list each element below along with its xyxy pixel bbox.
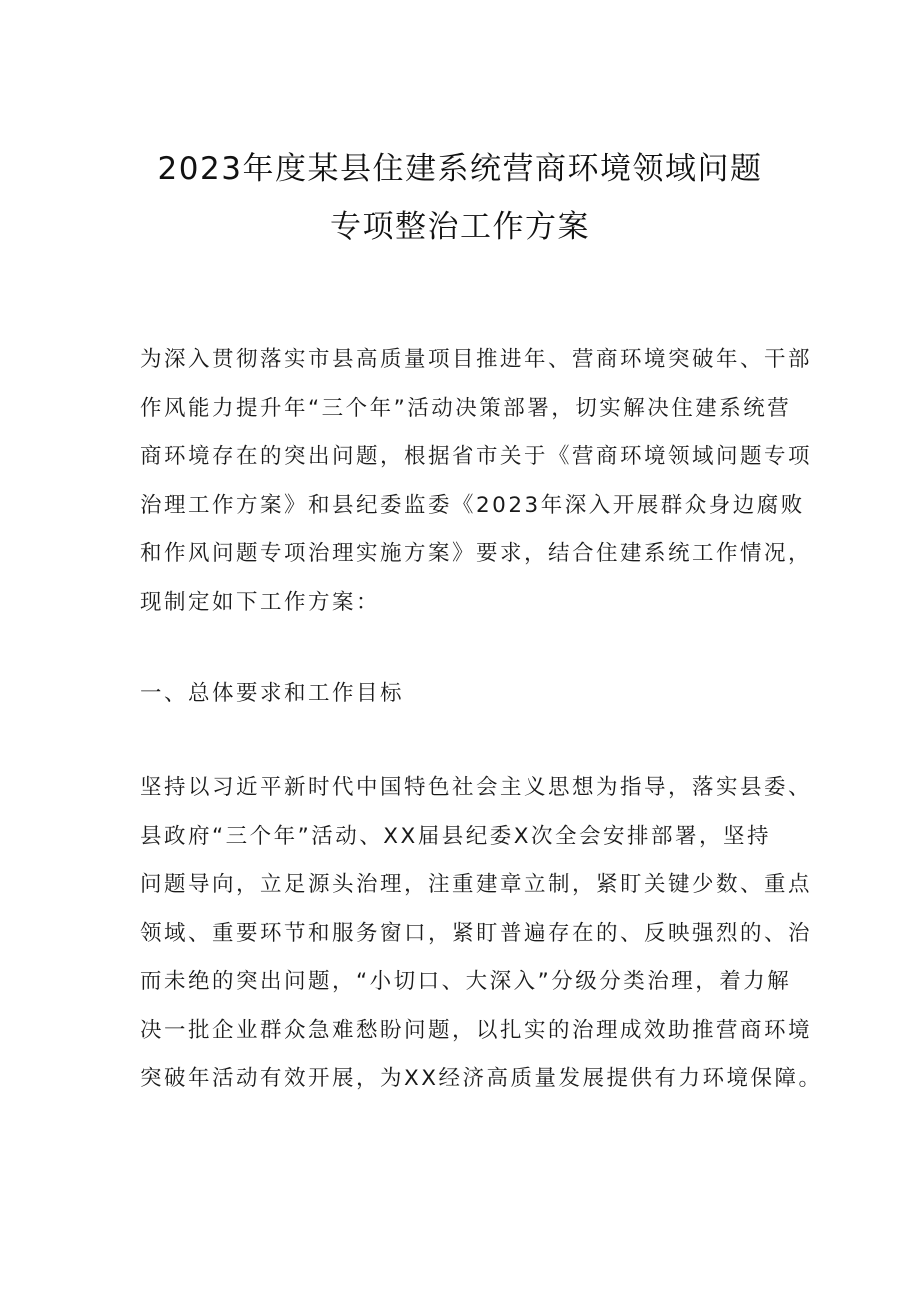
title-line-2: 专项整治工作方案 — [330, 209, 590, 245]
section-1-line-5: 而未绝的突出问题，“小切口、大深入”分级分类治理，着力解 — [140, 969, 792, 994]
section-1-heading: 一、总体要求和工作目标 — [140, 681, 405, 706]
section-1-line-3: 问题导向，立足源头治理，注重建章立制，紧盯关键少数、重点 — [140, 872, 813, 897]
intro-line-3: 商环境存在的突出问题，根据省市关于《营商环境领域问题专项 — [140, 444, 813, 469]
section-1-line-7: 突破年活动有效开展，为XX经济高质量发展提供有力环境保障。 — [140, 1066, 823, 1091]
document-title — [0, 140, 920, 256]
intro-paragraph — [140, 336, 813, 627]
section-1-line-4: 领域、重要环节和服务窗口，紧盯普遍存在的、反映强烈的、治 — [140, 920, 813, 946]
intro-line-2: 作风能力提升年“三个年”活动决策部署，切实解决住建系统营 — [140, 395, 792, 421]
section-1-line-2: 县政府“三个年”活动、XX届县纪委X次全会安排部署，坚持 — [140, 823, 771, 849]
section-1-paragraph — [140, 764, 823, 1104]
intro-line-6: 现制定如下工作方案： — [140, 589, 381, 615]
title-line-1: 2023年度某县住建系统营商环境领域问题 — [157, 151, 763, 187]
section-1-heading-block — [140, 670, 790, 719]
intro-line-1: 为深入贯彻落实市县高质量项目推进年、营商环境突破年、干部 — [140, 347, 813, 372]
intro-line-4: 治理工作方案》和县纪委监委《2023年深入开展群众身边腐败 — [140, 492, 805, 518]
section-1-line-6: 决一批企业群众急难愁盼问题，以扎实的治理成效助推营商环境 — [140, 1017, 813, 1043]
section-1-line-1: 坚持以习近平新时代中国特色社会主义思想为指导，落实县委、 — [140, 775, 813, 800]
intro-line-5: 和作风问题专项治理实施方案》要求，结合住建系统工作情况， — [140, 541, 813, 566]
